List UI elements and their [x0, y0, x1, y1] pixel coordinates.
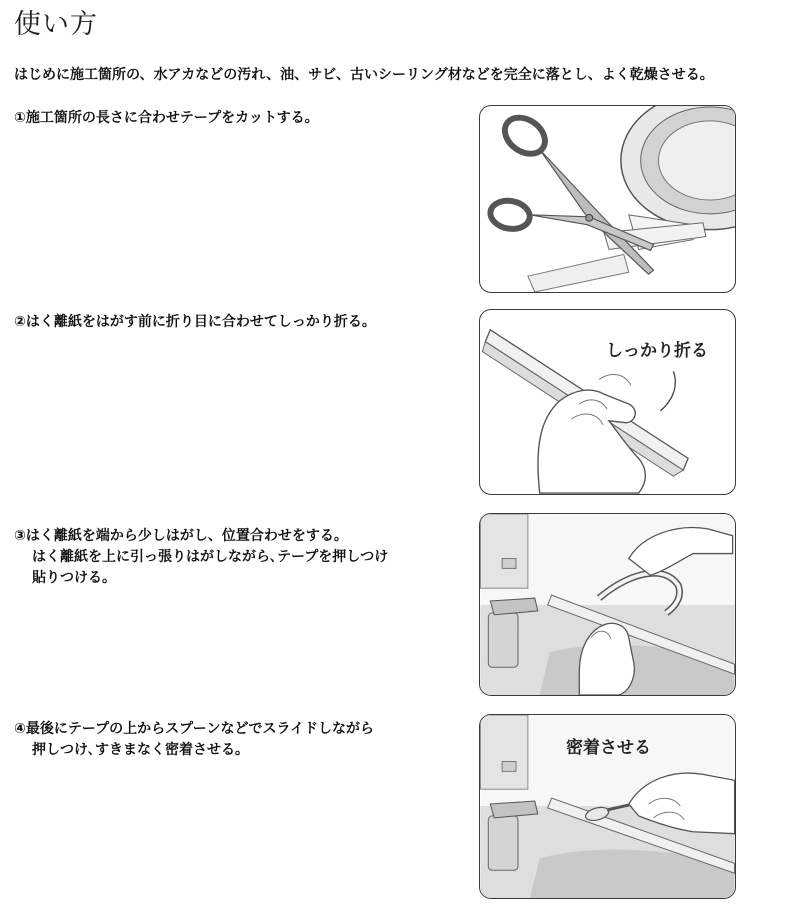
- step-3-line-2: はく離紙を上に引っ張りはがしながら､テープを押しつけ: [32, 549, 389, 565]
- step-4-text: [14, 719, 374, 761]
- intro-text: はじめに施工箇所の、水アカなどの汚れ、油、サビ、古いシーリング材などを完全に落とし、よく乾燥させる。: [14, 67, 714, 83]
- step-3-line-3: 貼りつける。: [32, 570, 116, 586]
- page-title: 使い方: [14, 9, 98, 40]
- step-1-image: [479, 105, 736, 293]
- step-4-image: [479, 714, 736, 899]
- step-3-line-1: ③はく離紙を端から少しはがし、位置合わせをする。: [14, 528, 348, 544]
- hands-applying-tape-illustration: [480, 514, 735, 695]
- step-4-line-1: ④最後にテープの上からスプーンなどでスライドしながら: [14, 721, 375, 737]
- fold-instruction-label: しっかり折る: [606, 341, 708, 361]
- step-2-text: [14, 312, 376, 333]
- step-4-line-2: 押しつけ､すきまなく密着させる。: [32, 742, 249, 758]
- step-2-image: [479, 309, 736, 495]
- step-3-image: [479, 513, 736, 696]
- step-2-line-1: ②はく離紙をはがす前に折り目に合わせてしっかり折る。: [14, 314, 376, 330]
- step-1-line-1: ①施工箇所の長さに合わせテープをカットする。: [14, 110, 319, 126]
- step-3-text: [14, 526, 388, 589]
- press-instruction-label: 密着させる: [566, 738, 651, 758]
- scissors-cutting-tape-illustration: [480, 106, 735, 292]
- step-1-text: [14, 108, 319, 129]
